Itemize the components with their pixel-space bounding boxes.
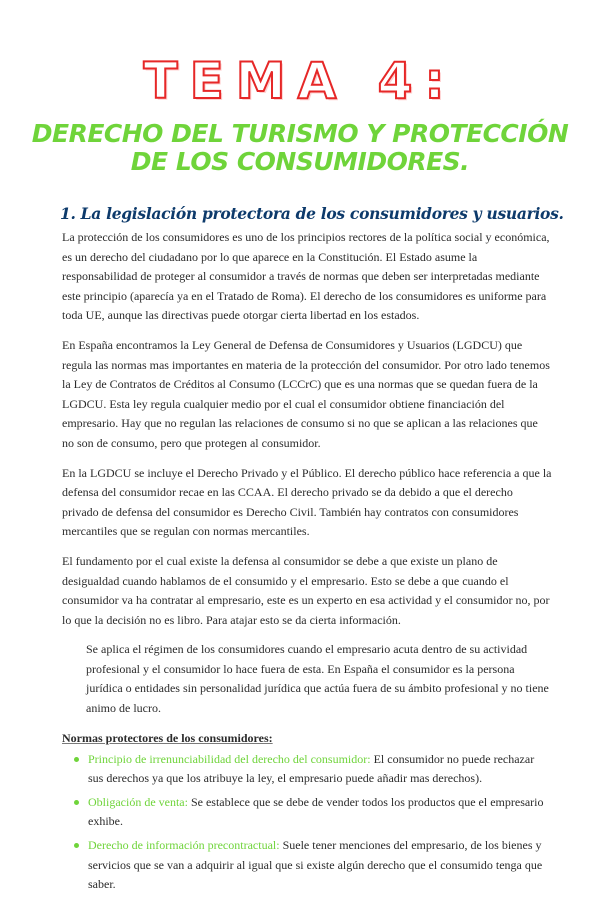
section-heading: 1. La legislación protectora de los consumidores y usuarios. xyxy=(60,204,564,223)
paragraph-5: Se aplica el régimen de los consumidores cuando el empresario acuta dentro de su actividad profesional y el consumidor lo hace fuera de esta. En España el consumidor es la persona jurídica o entidades sin personalidad jurídica que actúa fuera de su ámbito profesional y no tiene animo de lucro. xyxy=(86,642,549,716)
page-title: TEMA 4: xyxy=(143,52,457,110)
paragraph-3: En la LGDCU se incluye el Derecho Privado y el Público. El derecho público hace referencia a que la defensa del consumidor recae en las CCAA. El derecho privado se da debido a que el derecho privado de defensa del consumidor es Derecho Civil. También hay contratos con consumidores mercantiles que se regulan con normas mercantiles. xyxy=(62,465,552,539)
norm-term: Obligación de venta: xyxy=(88,794,188,809)
paragraph-1: La protección de los consumidores es uno de los principios rectores de la política social y económica, es un derecho del ciudadano por lo que aparece en la Constitución. El Estado asume la responsabilidad de proteger al consumidor a través de normas que deben ser interpretadas mediante este principio (aparecía ya en el Tratado de Roma). El derecho de los consumidores es uniforme para toda UE, aunque las directivas puede otorgar cierta libertad en los estados. xyxy=(62,230,550,323)
paragraph-2: En España encontramos la Ley General de Defensa de Consumidores y Usuarios (LGDCU) que regula las normas mas importantes en materia de la protección del consumidor. Por otro lado tenemos la Ley de Contratos de Créditos al Consumo (LCCrC) que es una normas que se quedan fuera de la LGDCU. Esta ley regula cualquier medio por el cual el consumidor obtiene financiación del empresario. Hay que no regulan las relaciones de consumo si no que se aplican a las relaciones que no son de consumo, pero que protegen al consumidor. xyxy=(62,337,550,450)
bullet-icon xyxy=(74,843,79,848)
bullet-icon xyxy=(74,757,79,762)
paragraph-4: El fundamento por el cual existe la defensa al consumidor se debe a que existe un plano de desigualdad cuando hablamos de el consumido y el empresario. Esto se debe a que cuando el consumidor va ha contratar al empresario, este es un experto en esa actividad y el consumidor no, por lo que la decisión no es libro. Para atajar esto se da cierta información. xyxy=(62,553,550,627)
norm-term: Derecho de información precontractual: xyxy=(88,838,280,853)
bullet-icon xyxy=(74,800,79,805)
norm-text: Suele tener menciones del empresario, de los bienes y servicios que se van a adquirir al igual que si existe algún derecho que el consumido tenga que saber. xyxy=(88,838,543,892)
norm-text: Se establece que se debe de vender todos los productos que el empresario exhibe. xyxy=(88,794,544,829)
list-item xyxy=(88,793,552,832)
norms-heading: Normas protectores de los consumidores: xyxy=(62,730,273,745)
subtitle-line-1: DERECHO DEL TURISMO Y PROTECCIÓN xyxy=(31,119,569,148)
subtitle-line-2: DE LOS CONSUMIDORES. xyxy=(130,147,470,176)
list-item xyxy=(88,836,552,895)
page-subtitle xyxy=(0,120,600,176)
norm-text: El consumidor no puede rechazar sus derechos ya que los atribuye la ley, el empresario puede añadir mas derechos). xyxy=(88,751,535,786)
norm-term: Principio de irrenunciabilidad del derecho del consumidor: xyxy=(88,751,371,766)
document-body xyxy=(62,228,552,899)
norms-section xyxy=(62,729,552,895)
norms-list xyxy=(62,750,552,895)
list-item xyxy=(88,750,552,789)
